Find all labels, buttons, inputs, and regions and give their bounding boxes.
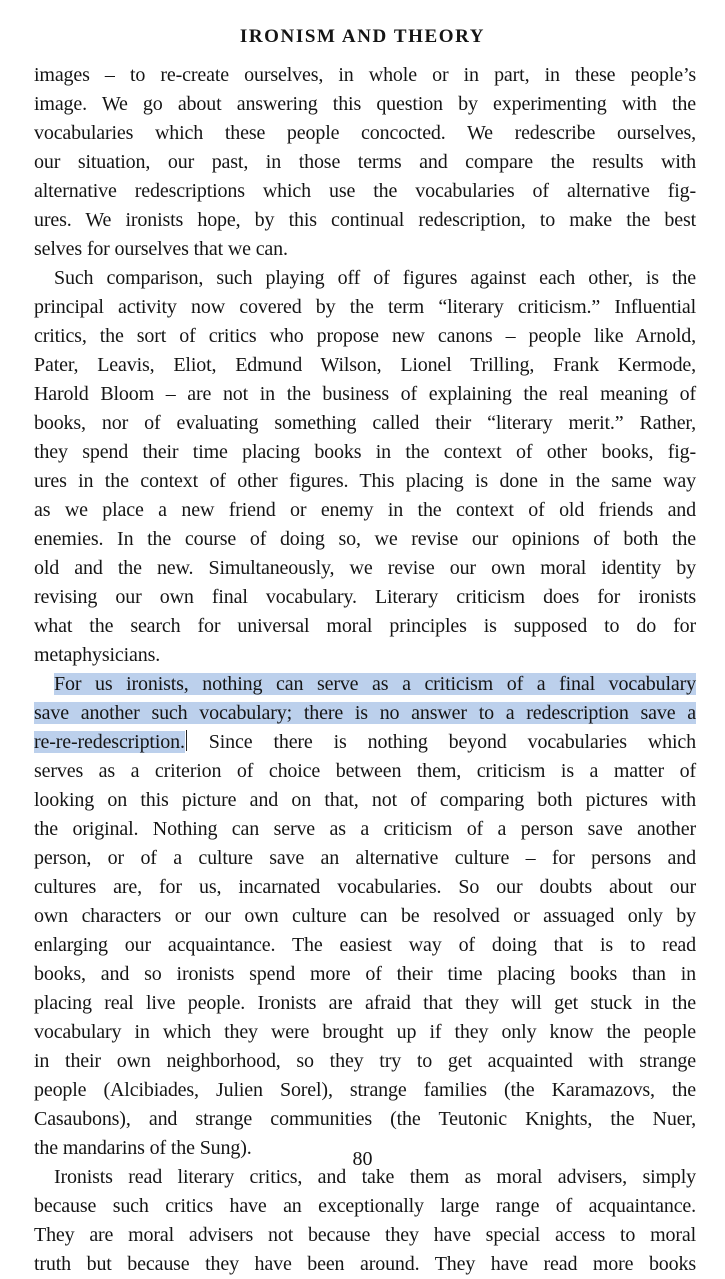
highlighted-line[interactable] <box>34 699 696 728</box>
text-line: Harold Bloom – are not in the business of explaining the real meaning of <box>34 383 696 405</box>
text-line: own characters or our own culture can be resolved or assuaged only by <box>34 905 696 927</box>
text-line: Casaubons), and strange communities (the Teutonic Knights, the Nuer, <box>34 1108 696 1130</box>
text-line: the mandarins of the Sung). <box>34 1137 252 1159</box>
text-line-rest: Since there is nothing beyond vocabularies which <box>187 731 696 753</box>
text-line: images – to re-create ourselves, in whole or in part, in these people’s <box>34 64 696 86</box>
text-line: revising our own final vocabulary. Literary criticism does for ironists <box>34 586 696 608</box>
page-number: 80 <box>352 1148 373 1170</box>
text-line: ures in the context of other figures. This placing is done in the same way <box>34 470 696 492</box>
text-line: vocabulary in which they were brought up if they only know the people <box>34 1021 696 1043</box>
text-line[interactable] <box>34 728 696 757</box>
text-line: enemies. In the course of doing so, we revise our opinions of both the <box>34 528 696 550</box>
text-line: truth but because they have been around. They have read more books <box>34 1253 696 1275</box>
running-head: IRONISM AND THEORY <box>239 26 486 47</box>
body-text <box>34 61 696 1279</box>
text-line: They are moral advisers not because they have special access to moral <box>34 1224 696 1246</box>
text-line: looking on this picture and on that, not of comparing both pictures with <box>34 789 696 811</box>
highlighted-line[interactable] <box>34 670 696 699</box>
text-line: alternative redescriptions which use the vocabularies of alternative fig- <box>34 180 696 202</box>
text-line: books, nor of evaluating something called their “literary merit.” Rather, <box>34 412 696 434</box>
text-line: Pater, Leavis, Eliot, Edmund Wilson, Lionel Trilling, Frank Kermode, <box>34 354 696 376</box>
text-line: selves for ourselves that we can. <box>34 238 288 260</box>
text-line: critics, the sort of critics who propose new canons – people like Arnold, <box>34 325 696 347</box>
text-line: principal activity now covered by the term “literary criticism.” Influential <box>34 296 696 318</box>
text-line: vocabularies which these people concocted. We redescribe ourselves, <box>34 122 696 144</box>
paragraph-start-line: Such comparison, such playing off of figures against each other, is the <box>54 267 696 289</box>
text-line: image. We go about answering this question by experimenting with the <box>34 93 696 115</box>
paragraph-start-line: Ironists read literary critics, and take them as moral advisers, simply <box>54 1166 696 1188</box>
text-line: people (Alcibiades, Julien Sorel), strange families (the Karamazovs, the <box>34 1079 696 1101</box>
text-line: person, or of a culture save an alternative culture – for persons and <box>34 847 696 869</box>
text-line: because such critics have an exceptionally large range of acquaintance. <box>34 1195 696 1217</box>
text-selection[interactable]: re-re-redescription. <box>34 731 185 753</box>
text-line: old and the new. Simultaneously, we revise our own moral identity by <box>34 557 696 579</box>
text-line: enlarging our acquaintance. The easiest way of doing that is to read <box>34 934 696 956</box>
text-line: cultures are, for us, incarnated vocabularies. So our doubts about our <box>34 876 696 898</box>
text-line: in their own neighborhood, so they try to get acquainted with strange <box>34 1050 696 1072</box>
text-line: ures. We ironists hope, by this continual redescription, to make the best <box>34 209 696 231</box>
text-line: they spend their time placing books in the context of other books, fig- <box>34 441 696 463</box>
text-line: placing real live people. Ironists are afraid that they will get stuck in the <box>34 992 696 1014</box>
text-line: serves as a criterion of choice between them, criticism is a matter of <box>34 760 696 782</box>
text-line: metaphysicians. <box>34 644 161 666</box>
text-line: books, and so ironists spend more of their time placing books than in <box>34 963 696 985</box>
text-cursor <box>186 730 187 751</box>
text-line: as we place a new friend or enemy in the context of old friends and <box>34 499 696 521</box>
text-line: the original. Nothing can serve as a criticism of a person save another <box>34 818 696 840</box>
text-line: our situation, our past, in those terms and compare the results with <box>34 151 696 173</box>
text-line: what the search for universal moral principles is supposed to do for <box>34 615 696 637</box>
text-selection[interactable]: save another such vocabulary; there is no answer to a redescription save a <box>34 702 696 724</box>
text-selection[interactable]: For us ironists, nothing can serve as a criticism of a final vocabulary <box>54 673 696 695</box>
